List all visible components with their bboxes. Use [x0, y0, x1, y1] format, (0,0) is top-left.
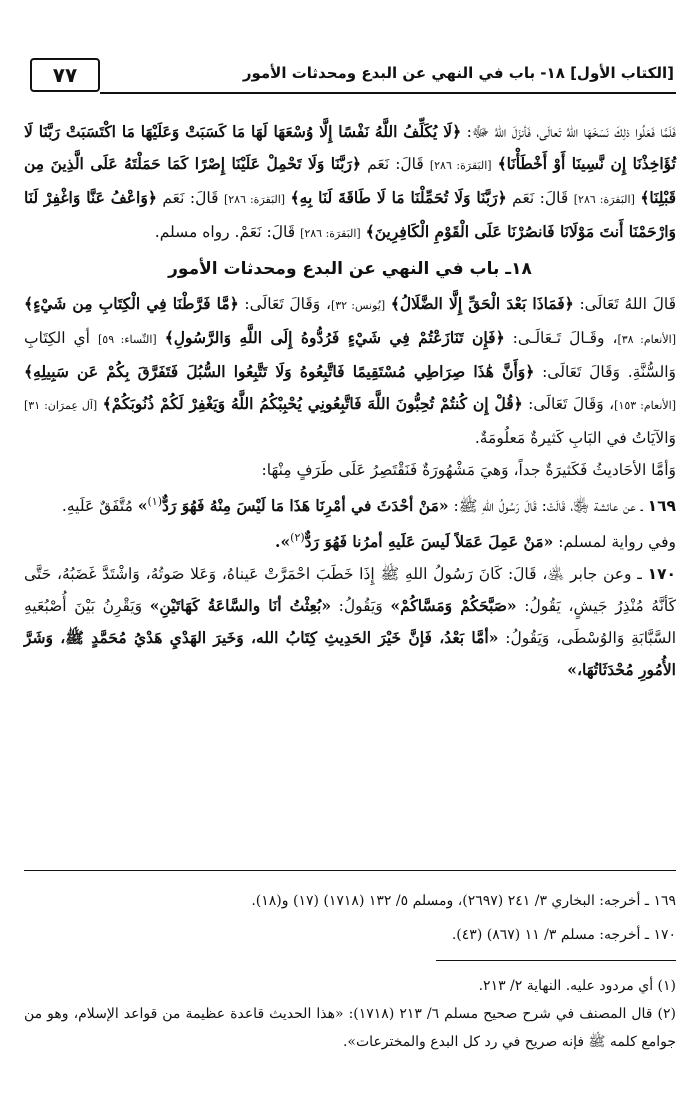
intro-text: قَالَ: نَعَم — [367, 155, 424, 173]
hadith-quote-end: » — [137, 496, 148, 516]
header-rule — [100, 92, 676, 94]
verses-text: أي الكِتَابِ وَالسُّنَّةِ. وَقَالَ تَعَالَى: — [24, 329, 676, 381]
hadith-text: وفي رواية لمسلم: — [558, 533, 676, 552]
verse-reference: [البَقرَة: ٢٨٦] — [300, 227, 361, 240]
page-header — [26, 52, 676, 96]
hadith-169 — [24, 486, 676, 522]
hadith-quote: «مَنْ أحْدَثَ في أمْرِنَا هَذَا مَا لَيْسَ مِنْهُ فَهُوَ رَدٌّ — [162, 496, 449, 516]
verse-reference: [الأنعام: ٣٨] — [617, 333, 676, 346]
intro-text: قَالَ: نَعَم — [162, 189, 219, 207]
verse-reference: [آل عِمرَان: ٣١] — [24, 399, 98, 412]
takhrij-divider — [24, 870, 676, 871]
hadith-170 — [24, 558, 676, 686]
hadith-quote: «بُعِثْتُ أنَا والسَّاعَةُ كَهَاتَيْنِ» — [149, 596, 332, 616]
intro-text: فَلَمَّا فَعَلُوا ذلِكَ نَسَخَهَا اللهُ تَعالَى، فَأنزَلَ اللهُ ﷻ: — [466, 123, 676, 141]
footnote-divider — [436, 960, 676, 961]
takhrij-note: ١٧٠ ـ أخرجه: مسلم ٣/ ١١ (٨٦٧) (٤٣). — [451, 927, 676, 943]
main-text — [24, 116, 676, 686]
intro-paragraph — [24, 116, 676, 250]
footnotes — [24, 972, 676, 1056]
hadith-quote: «صَبَّحَكُمْ وَمَسَّاكُمْ» — [390, 596, 517, 616]
ahadith-intro: وَأمَّا الأحَاديثُ فَكَثيرَةٌ جداً، وَهيَ مَشْهُورَةٌ فَنَقْتَصِرُ عَلَى طَرَفٍ مِنْهَا: — [261, 461, 676, 479]
quran-verse: ﴿وَاعْفُ عَنَّا وَاغْفِرْ لَنَا وَارْحَمْنَا أَنتَ مَوْلَانَا فَانصُرْنَا عَلَى الْقَوْمِ الْكَافِرِينَ﴾ — [24, 188, 676, 241]
hadith-quote: «أمَّا بَعْدُ، فَإنَّ خَيْرَ الحَدِيثِ كِتَابُ الله، وَخَيرَ الهَدْيِ هَدْيُ مُحَمَّدٍ ﷺ، وَشَرَّ الأُمُورِ مُحْدَثَاتُهَا،» — [24, 628, 676, 680]
quran-verse: ﴿وَأَنَّ هَٰذَا صِرَاطِي مُسْتَقِيمًا فَاتَّبِعُوهُ وَلَا تَتَّبِعُوا السُّبُلَ فَتَفَرَّقَ بِكُمْ عَن سَبِيلِهِ﴾ — [24, 362, 535, 381]
hadith-text: وَيَقُولُ: — [338, 597, 383, 616]
verse-reference: [النِّساء: ٥٩] — [97, 333, 157, 346]
hadith-169-muslim — [24, 522, 676, 558]
verses-text: ، وقَـالَ تَـعَالَـى: — [512, 329, 618, 347]
hadith-text: ـ وعن جابر ﵁، قَالَ: كَانَ رَسُولُ اللهِ ﷺ إِذَا خَطَبَ احْمَرَّتْ عَيناهُ، وَعَلا صَوتُهُ، وَاشْتَدَّ غَضَبُهُ، حَتَّى كَأنَّهُ مُنْذِرُ جَيشٍ، يَقُولُ: — [24, 565, 676, 616]
verse-reference: [الأنعام: ١٥٣] — [614, 399, 677, 412]
quran-verse: ﴿مَّا فَرَّطْنَا فِي الْكِتَابِ مِن شَيْءٍ﴾ — [24, 294, 239, 313]
verses-text: ، وَقَالَ تَعَالَى: — [244, 295, 331, 313]
hadith-text: وَيَقْرِنُ بَيْنَ أُصْبُعَيهِ السَّبَّابَةِ وَالوُسْطَى، وَيَقُولُ: — [24, 597, 676, 648]
intro-text: قَالَ: نَعَمْ. رواه مسلم. — [154, 223, 296, 241]
quran-verse: ﴿رَبَّنَا وَلَا تُحَمِّلْنَا مَا لَا طَاقَةَ لَنَا بِهِ﴾ — [290, 188, 507, 207]
quran-verse: ﴿فَمَاذَا بَعْدَ الْحَقِّ إِلَّا الضَّلَالُ﴾ — [390, 294, 574, 313]
intro-text: قَالَ: نَعَم — [512, 189, 569, 207]
quran-verse: ﴿فَإِن تَنَازَعْتُمْ فِي شَيْءٍ فَرُدُّوهُ إِلَى اللَّهِ وَالرَّسُولِ﴾ — [164, 328, 505, 347]
verse-reference: [يُونس: ٣٢] — [330, 299, 386, 312]
hadith-text: ـ عن عائشة ﵂، قَالَتْ: قَالَ رَسُولُ اللهِ ﷺ: — [453, 497, 643, 516]
verses-text: ، وَقَالَ تَعَالَى: — [528, 395, 615, 413]
hadith-quote: «مَنْ عَمِلَ عَمَلاً لَيسَ عَلَيهِ أمرُنا فَهُوَ رَدٌّ — [304, 532, 554, 552]
takhrij-notes — [24, 884, 676, 952]
footnote-marker: (١) — [147, 495, 163, 508]
footnote: (٢) قال المصنف في شرح صحيح مسلم ٦/ ٢١٣ (١٧١٨): «هذا الحديث قاعدة عظيمة من قواعد الإسلام، وهو من جوامع كلمه ﷺ فإنه صريح في رد كل البدع والمخترعات». — [24, 1006, 676, 1050]
quran-verse: ﴿رَبَّنَا وَلَا تَحْمِلْ عَلَيْنَا إِصْرًا كَمَا حَمَلْتَهُ عَلَى الَّذِينَ مِن قَبْلِنَا﴾ — [24, 154, 677, 207]
footnote-marker: (٢) — [290, 531, 305, 545]
quran-verse: ﴿لَا يُكَلِّفُ اللَّهُ نَفْسًا إِلَّا وُسْعَهَا لَهَا مَا كَسَبَتْ وَعَلَيْهَا مَا اكْتَسَبَتْ رَبَّنَا لَا تُؤَاخِذْنَا إِن نَّسِينَا أَوْ أَخْطَأْنَا﴾ — [24, 122, 676, 173]
hadith-number: ١٧٠ — [647, 565, 676, 584]
verses-paragraph — [24, 288, 676, 454]
verses-text: قَالَ اللهُ تَعَالَى: — [579, 295, 676, 313]
verse-reference: [البَقرَة: ٢٨٦] — [223, 193, 286, 206]
section-title: ١٨ـ باب في النهي عن البدع ومحدثات الأمور — [168, 259, 532, 279]
verse-reference: [البَقرَة: ٢٨٦] — [573, 193, 635, 206]
hadith-quote-end: ». — [275, 532, 291, 552]
takhrij-note: ١٦٩ ـ أخرجه: البخاري ٣/ ٢٤١ (٢٦٩٧)، ومسلم ٥/ ١٣٢ (١٧١٨) (١٧) و(١٨). — [251, 893, 676, 909]
page-number: ٧٧ — [30, 58, 100, 92]
verses-text: وَالآيَاتُ في البَابِ كَثيرةٌ مَعلُومَةٌ. — [474, 429, 676, 447]
footnote: (١) أي مردود عليه. النهاية ٢/ ٢١٣. — [478, 978, 676, 994]
hadith-tail: مُتَّفَقٌ عَلَيهِ. — [61, 497, 133, 516]
running-title: [الكتاب الأول] ١٨- باب في النهي عن البدع ومحدثات الأمور — [242, 64, 674, 82]
verse-reference: [البَقرَة: ٢٨٦] — [429, 159, 492, 172]
quran-verse: ﴿قُلْ إِن كُنتُمْ تُحِبُّونَ اللَّهَ فَاتَّبِعُونِي يُحْبِبْكُمُ اللَّهُ وَيَغْفِرْ لَكُمْ ذُنُوبَكُمْ﴾ — [102, 394, 523, 413]
hadith-number: ١٦٩ — [647, 497, 676, 516]
